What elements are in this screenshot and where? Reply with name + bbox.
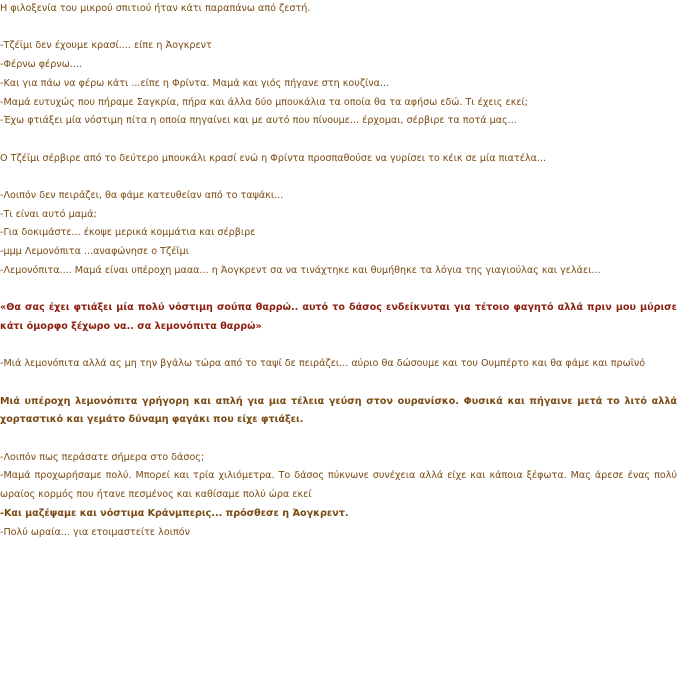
- paragraph-gap: [0, 337, 677, 356]
- story-paragraph: Μιά υπέροχη λεμονόπιτα γρήγορη και απλή για μια τέλεια γεύση στον ουρανίσκο. Φυσικά και πήγαινε μετά το λιτό αλλά χορταστικό και γεμάτο δύναμη φαγάκι που είχε φτιάξει.: [0, 395, 677, 426]
- story-paragraph: -Φέρνω φέρνω....: [0, 59, 82, 71]
- story-paragraph: -Πολύ ωραία... για ετοιμαστείτε λοιπόν: [0, 526, 190, 538]
- paragraph-gap: [0, 281, 677, 300]
- story-paragraph: -Λοιπόν πως περάσατε σήμερα στο δάσος;: [0, 451, 205, 463]
- paragraph-gap: [0, 131, 677, 150]
- story-paragraph: -Και μαζέψαμε και νόστιμα Κράνμπερις... πρόσθεσε η Άογκρεντ.: [0, 507, 349, 519]
- quote-paragraph: «Θα σας έχει φτιάξει μία πολύ νόστιμη σούπα θαρρώ.. αυτό το δάσος ενδείκνυται για τέτοιο φαγητό αλλά πριν μου μύρισε κάτι όμορφο ξέχωρο να.. σα λεμονόπιτα θαρρώ»: [0, 302, 677, 332]
- story-paragraph: -Έχω φτιάξει μία νόστιμη πίτα η οποία πηγαίνει και με αυτό που πίνουμε... έρχομαι, σέρβιρε τα ποτά μας...: [0, 115, 517, 127]
- story-paragraph: -Και για πάω να φέρω κάτι ...είπε η Φρίντα. Μαμά και γιός πήγανε στη κουζίνα...: [0, 77, 390, 89]
- story-paragraph: -Τζέϊμι δεν έχουμε κρασί.... είπε η Άογκρεντ: [0, 40, 212, 52]
- story-paragraph: -Λοιπόν δεν πειράζει, θα φάμε κατευθείαν από το ταψάκι...: [0, 189, 284, 201]
- paragraph-gap: [0, 19, 677, 38]
- story-paragraph: -Μαμά ευτυχώς που πήραμε Σαγκρία, πήρα και άλλα δύο μπουκάλια τα οποία θα τα αφήσω εδώ. Τι έχεις εκεί;: [0, 96, 529, 108]
- paragraph-gap: [0, 168, 677, 187]
- story-paragraph: -Τι είναι αυτό μαμά;: [0, 208, 97, 220]
- paragraph-gap: [0, 374, 677, 393]
- story-paragraph: -μμμ Λεμονόπιτα ...αναφώνησε ο Τζέϊμι: [0, 246, 189, 258]
- story-paragraph: Ο Τζέϊμι σέρβιρε από το δεύτερο μπουκάλι κρασί ενώ η Φρίντα προσπαθούσε να γυρίσει το κέικ σε μία πιατέλα...: [0, 152, 547, 164]
- story-paragraph: -Μαμά προχωρήσαμε πολύ. Μπορεί και τρία χιλιόμετρα. Το δάσος πύκνωνε συνέχεια αλλά είχε και κάποια ξέφωτα. Μας άρεσε ένας πολύ ωραίος κορμός που ήτανε πεσμένος και καθίσαμε πολύ ώρα εκεί: [0, 470, 677, 501]
- story-paragraph: -Για δοκιμάστε... έκοψε μερικά κομμάτια και σέρβιρε: [0, 227, 256, 239]
- story-paragraph: -Μιά λεμονόπιτα αλλά ας μη την βγάλω τώρα από το ταψί δε πειράζει... αύριο θα δώσουμε και του Ουμπέρτο και θα φάμε και πρωϊνό: [0, 358, 646, 370]
- paragraph-gap: [0, 430, 677, 449]
- story-paragraph: -Λεμονόπιτα.... Μαμά είναι υπέροχη μααα... η Άογκρεντ σα να τινάχτηκε και θυμήθηκε τα λόγια της γιαγιούλας και γελάει...: [0, 264, 601, 276]
- story-paragraph: Η φιλοξενία του μικρού σπιτιού ήταν κάτι παραπάνω από ζεστή.: [0, 3, 311, 14]
